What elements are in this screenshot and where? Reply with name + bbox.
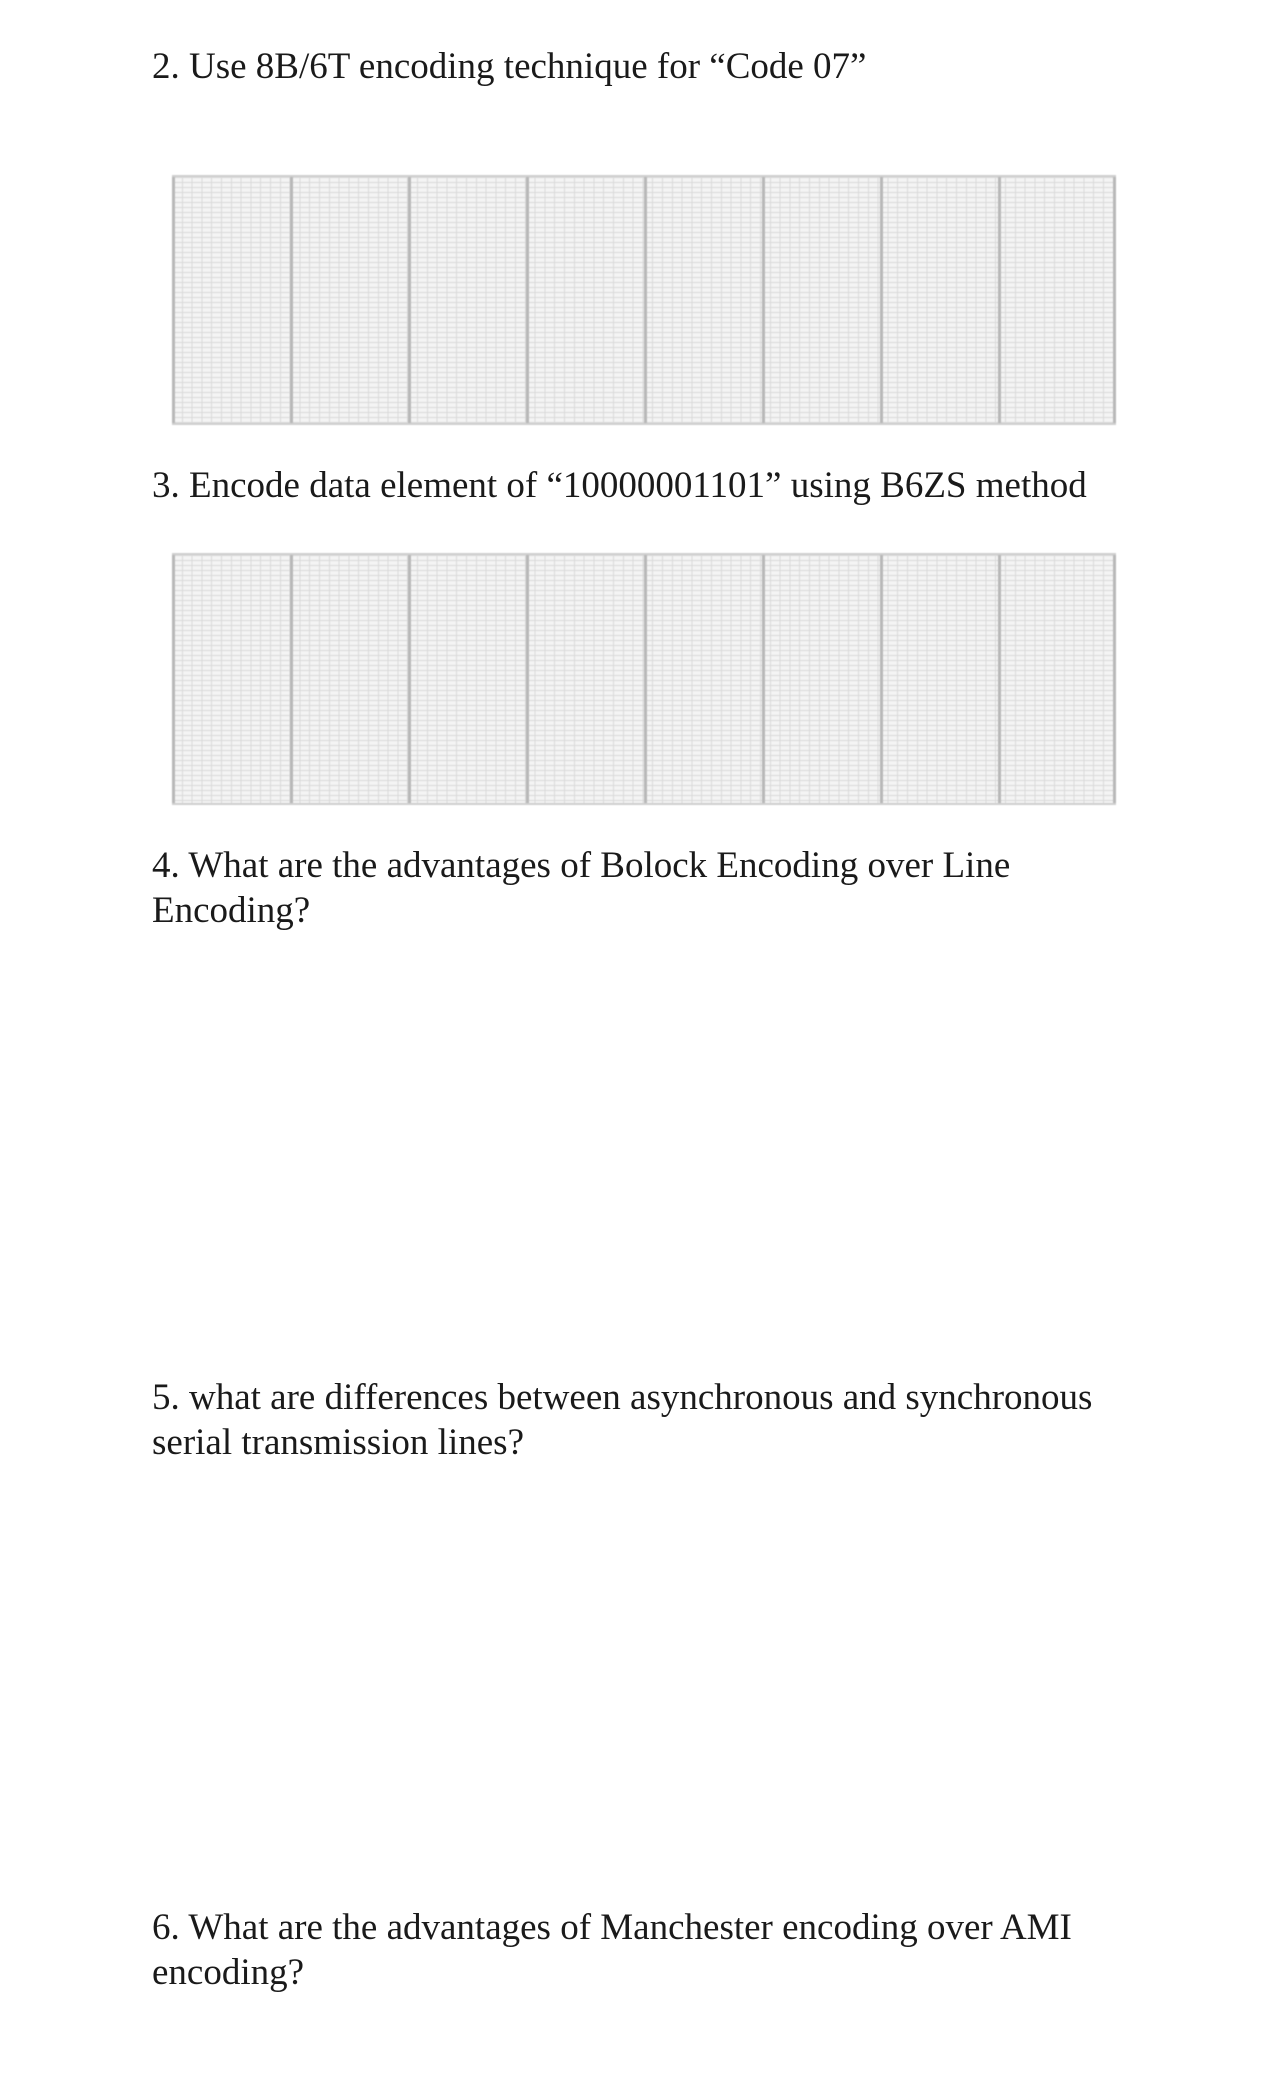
question-number: 6. xyxy=(152,1907,180,1948)
question-6 xyxy=(152,1905,1152,1995)
question-text: Use 8B/6T encoding technique for “Code 07” xyxy=(189,46,867,87)
question-number: 3. xyxy=(152,465,180,506)
question-text: Encode data element of “10000001101” using B6ZS method xyxy=(189,465,1087,506)
question-number: 2. xyxy=(152,46,180,87)
answer-grid-question-3 xyxy=(172,553,1116,805)
question-3 xyxy=(152,463,1152,508)
question-4 xyxy=(152,843,1152,933)
question-number: 4. xyxy=(152,845,180,886)
question-2 xyxy=(152,44,1152,89)
question-text: what are differences between asynchronous and synchronous serial transmission lines? xyxy=(152,1377,1093,1463)
question-text: What are the advantages of Bolock Encoding over Line Encoding? xyxy=(152,845,1011,931)
answer-grid-question-2 xyxy=(172,175,1116,425)
question-text: What are the advantages of Manchester encoding over AMI encoding? xyxy=(152,1907,1072,1993)
question-number: 5. xyxy=(152,1377,180,1418)
question-5 xyxy=(152,1375,1152,1465)
